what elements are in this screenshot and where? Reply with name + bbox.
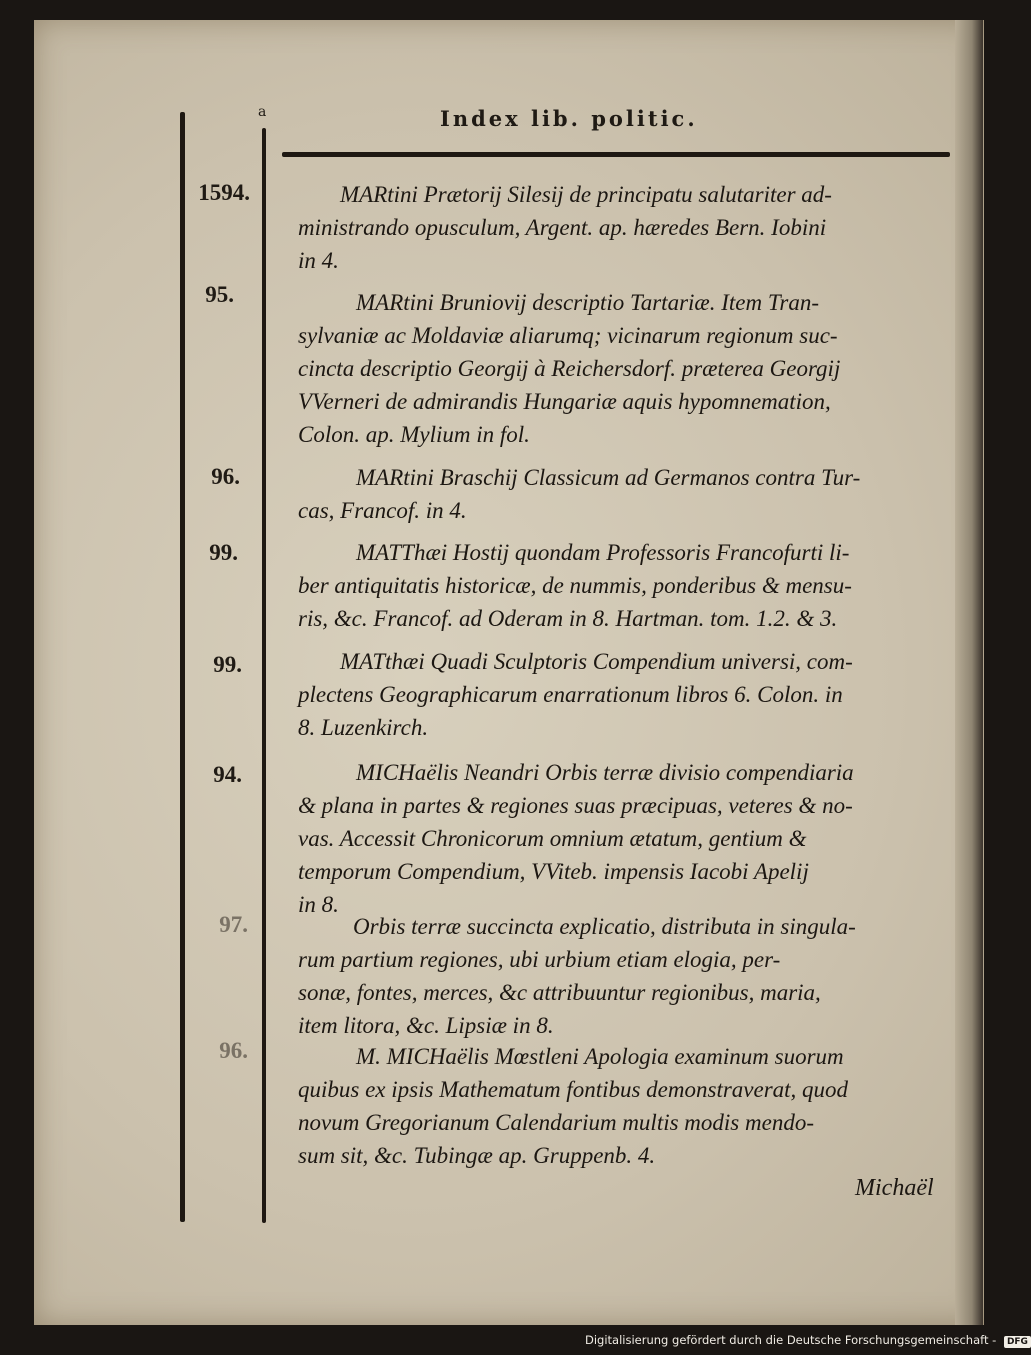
entry-line: in 8. [298,892,339,917]
entry-line: M. MICHaëlis Mœstleni Apologia examinum suorum [356,1044,844,1069]
year-label: 97. [219,912,248,937]
entry-line: MICHaëlis Neandri Orbis terræ divisio compendiaria [356,760,854,785]
entry-line: 8. Luzenkirch. [298,715,429,740]
entry-line: sonæ, fontes, merces, &c attribuuntur regionibus, maria, [298,980,821,1005]
entry [298,910,963,1042]
entry-line: ris, &c. Francof. ad Oderam in 8. Hartman. tom. 1.2. & 3. [298,606,838,631]
entry-line: in 4. [298,248,339,273]
entry-line: Orbis terræ succincta explicatio, distributa in singula- [353,914,856,939]
entry-line: rum partium regiones, ubi urbium etiam elogia, per- [298,947,781,972]
entry-line: vas. Accessit Chronicorum omnium ætatum, gentium & [298,826,807,851]
entry-line: MARtini Bruniovij descriptio Tartariæ. Item Tran- [356,290,819,315]
entry-line: Colon. ap. Mylium in fol. [298,422,530,447]
entry-line: item litora, &c. Lipsiæ in 8. [298,1013,554,1038]
year-label: 96. [219,1038,248,1063]
entry-line: MARtini Braschij Classicum ad Germanos contra Tur- [356,465,861,490]
entry-line: plectens Geographicarum enarrationum libros 6. Colon. in [298,682,843,707]
margin-rule-inner [262,128,266,1223]
year-label: 99. [213,652,242,677]
entry-line: MATThæi Hostij quondam Professoris Francofurti li- [356,540,850,565]
year-label: 95. [205,282,234,307]
entry [298,178,963,277]
entry [298,1040,963,1172]
entry-line: cincta descriptio Georgij à Reichersdorf. præterea Georgij [298,356,841,381]
entry-line: VVerneri de admirandis Hungariæ aquis hypomnemation, [298,389,831,414]
entry [298,286,963,451]
header-rule [282,152,950,157]
year-label: 94. [213,762,242,787]
entry-line: MARtini Prætorij Silesij de principatu salutariter ad- [340,182,832,207]
page-corner-mark: a [258,104,267,120]
entry-line: novum Gregorianum Calendarium multis modis mendo- [298,1110,814,1135]
entry-line: ber antiquitatis historicæ, de nummis, ponderibus & mensu- [298,573,852,598]
digitization-footer [585,1333,1028,1351]
footer-text: Digitalisierung gefördert durch die Deutsche Forschungsgemeinschaft - [585,1333,997,1347]
entry [298,461,963,527]
entry-line: cas, Francof. in 4. [298,498,467,523]
dfg-logo: DFG [1004,1336,1031,1348]
year-label: 99. [209,540,238,565]
year-label: 1594. [198,180,250,205]
entry-line: ministrando opusculum, Argent. ap. hæredes Bern. Iobini [298,215,827,240]
entry-line: temporum Compendium, VViteb. impensis Iacobi Apelij [298,859,809,884]
entry-line: quibus ex ipsis Mathematum fontibus demonstraverat, quod [298,1077,849,1102]
year-label: 96. [211,464,240,489]
entry-line: & plana in partes & regiones suas præcipuas, veteres & no- [298,793,853,818]
entry-line: sylvaniæ ac Moldaviæ aliarumq; vicinarum regionum suc- [298,323,838,348]
entry-line: MATthæi Quadi Sculptoris Compendium universi, com- [340,649,853,674]
entry [298,536,963,635]
entry [298,645,963,744]
entry-line: sum sit, &c. Tubingæ ap. Gruppenb. 4. [298,1143,656,1168]
running-head: Index lib. politic. [440,106,698,131]
entry [298,756,963,921]
catchword: Michaël [855,1175,934,1201]
